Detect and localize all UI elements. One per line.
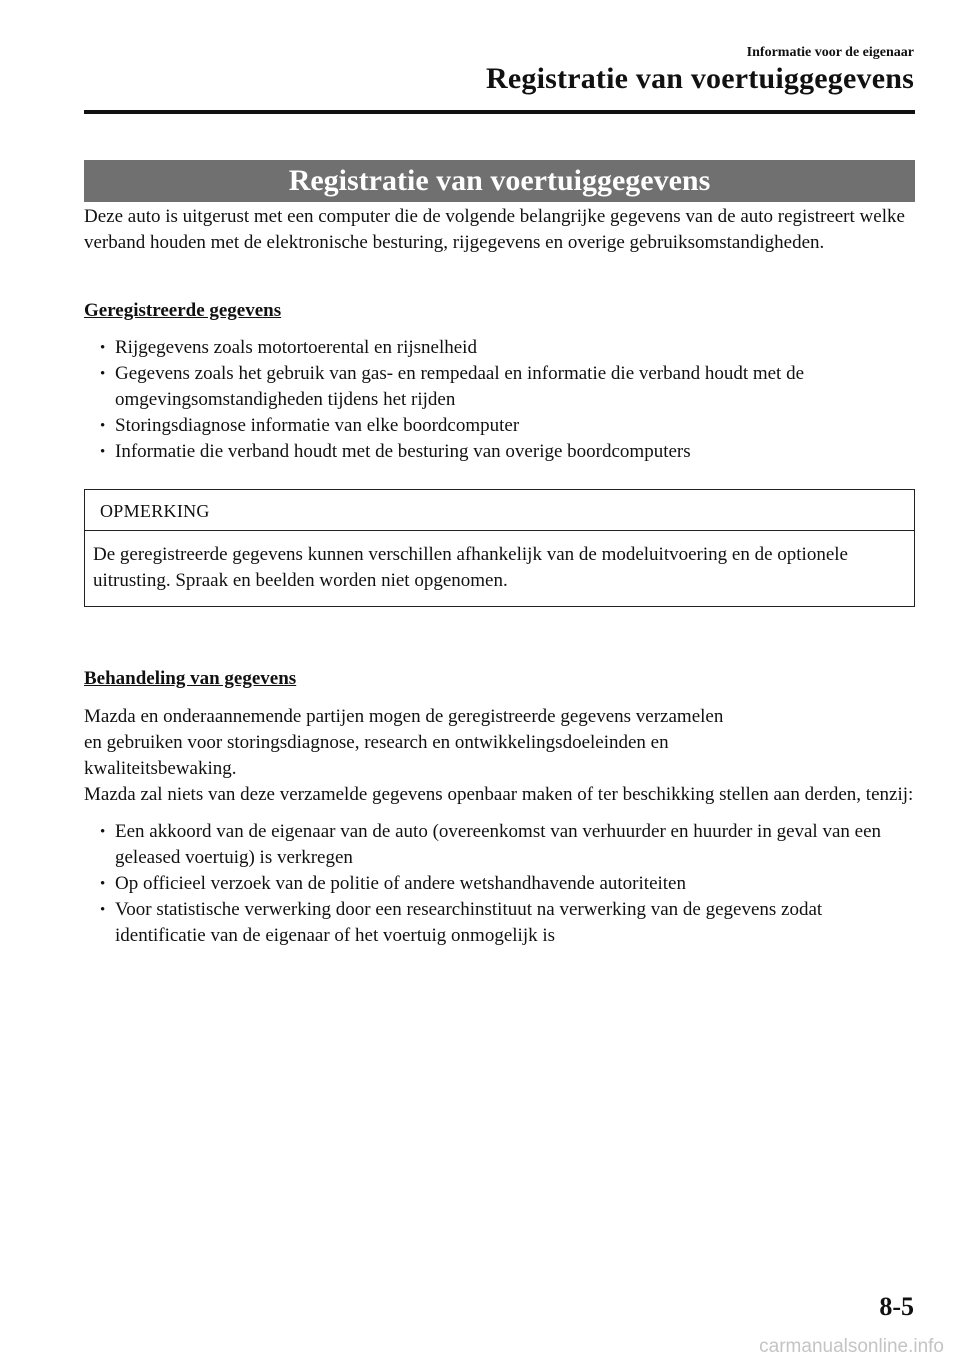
handling-paragraph-2: Mazda zal niets van deze verzamelde gegevens openbaar maken of ter beschikking stellen aan derden, tenzij: (84, 784, 914, 805)
list-item: • Storingsdiagnose informatie van elke boordcomputer (100, 413, 915, 439)
list-item: • Gegevens zoals het gebruik van gas- en rempedaal en informatie die verband houdt met de omgevingsomstandigheden tijdens het rijden (100, 361, 915, 413)
page-content (84, 204, 915, 949)
recorded-data-list (84, 335, 915, 465)
header-rule (84, 110, 915, 114)
list-item: • Op officieel verzoek van de politie of andere wetshandhavende autoriteiten (100, 871, 915, 897)
recorded-data-heading: Geregistreerde gegevens (84, 300, 282, 321)
list-item: • Rijgegevens zoals motortoerental en rijsnelheid (100, 335, 915, 361)
handling-line: Mazda en onderaannemende partijen mogen de geregistreerde gegevens verzamelen (84, 706, 724, 727)
header-title: Registratie van voertuiggegevens (486, 62, 914, 95)
note-text: De geregistreerde gegevens kunnen verschillen afhankelijk van de modeluitvoering en de optionele uitrusting. Spraak en beelden worden niet opgenomen. (93, 544, 848, 591)
page-number: 8-5 (879, 1292, 914, 1321)
note-label: OPMERKING (85, 490, 914, 531)
note-box (84, 489, 915, 607)
disclosure-exceptions-list (84, 819, 915, 949)
section-title-banner: Registratie van voertuiggegevens (84, 160, 915, 202)
data-handling-heading: Behandeling van gegevens (84, 668, 297, 689)
chapter-label: Informatie voor de eigenaar (746, 45, 914, 60)
handling-paragraph-1 (84, 704, 915, 782)
handling-line: kwaliteitsbewaking. (84, 758, 237, 779)
list-item: • Informatie die verband houdt met de besturing van overige boordcomputers (100, 439, 915, 465)
handling-line: en gebruiken voor storingsdiagnose, research en ontwikkelingsdoeleinden en (84, 732, 669, 753)
intro-paragraph: Deze auto is uitgerust met een computer die de volgende belangrijke gegevens van de auto registreert welke verband houden met de elektronische besturing, rijgegevens en overige gebruiksomstandigheden. (84, 206, 905, 253)
watermark-text: carmanualsonline.info (759, 1336, 944, 1357)
list-item: • Een akkoord van de eigenaar van de auto (overeenkomst van verhuurder en huurder in geval van een geleased voertuig) is verkregen (100, 819, 915, 871)
running-header (486, 44, 914, 96)
list-item: • Voor statistische verwerking door een researchinstituut na verwerking van de gegevens zodat identificatie van de eigenaar of het voertuig onmogelijk is (100, 897, 915, 949)
